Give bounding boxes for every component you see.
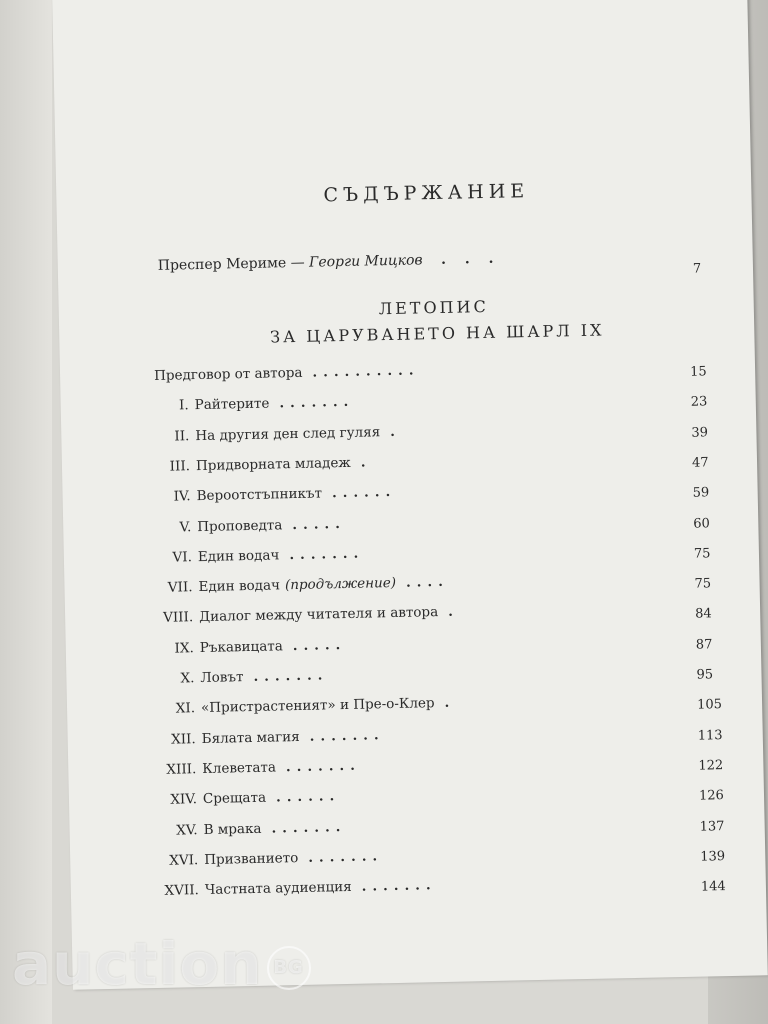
toc-chapter-title: Клеветата: [202, 759, 277, 777]
toc-page-number: 75: [693, 546, 711, 562]
toc-leader-dots: .......: [279, 394, 355, 412]
toc-chapter-title: Предговор от автора: [153, 364, 303, 384]
toc-page-number: 122: [698, 758, 724, 774]
toc-row: [122, 454, 372, 475]
toc-row: [128, 727, 385, 748]
toc-row: [122, 484, 396, 506]
toc-leader-dots: ......: [331, 484, 397, 502]
page-title: СЪДЪРЖАНИЕ: [323, 180, 530, 207]
toc-row: [126, 667, 328, 687]
preface-entry: [158, 251, 501, 274]
toc-page-number: 59: [692, 485, 710, 501]
toc-chapter-number: V.: [179, 518, 192, 535]
toc-chapter-title: Бялата магия: [201, 728, 300, 747]
toc-chapter-number: X.: [180, 670, 195, 687]
toc-row: [154, 362, 420, 384]
toc-page-number: 87: [695, 637, 713, 653]
toc-chapter-title: В мрака: [203, 820, 262, 838]
toc-chapter-number: VIII.: [162, 609, 194, 627]
toc-chapter-title: Един водач: [198, 577, 281, 596]
toc-page-number: 139: [700, 848, 726, 865]
toc-leader-dots: ....: [405, 573, 449, 591]
toc-chapter-title: Частната аудиенция: [204, 879, 352, 899]
toc-row: [127, 695, 456, 718]
toc-page-number: 39: [691, 424, 709, 441]
toc-chapter-number: XVI.: [169, 851, 199, 869]
toc-page-number: 47: [691, 455, 709, 471]
toc-chapter-title: Призванието: [204, 849, 299, 868]
toc-chapter-number: I.: [178, 397, 189, 414]
watermark-logo: [12, 930, 311, 998]
toc-page-number: 84: [695, 606, 712, 623]
toc-leader-dots: .......: [253, 667, 329, 685]
toc-chapter-title: Вероотстъпникът: [196, 485, 323, 505]
toc-leader-dots: .......: [271, 818, 347, 837]
preface-text: Преспер Мериме —: [157, 254, 305, 274]
toc-chapter-number: XII.: [170, 730, 196, 748]
toc-chapter-title: Проповедта: [197, 516, 283, 535]
toc-leader-dots: .......: [285, 757, 362, 776]
toc-chapter-number: XI.: [175, 700, 196, 717]
book-left-edge: [0, 0, 52, 1024]
toc-page-number: 113: [697, 727, 723, 744]
toc-chapter-number: XVII.: [164, 882, 200, 899]
toc-row: [129, 788, 341, 808]
toc-chapter-number: XV.: [176, 821, 198, 839]
watermark-text: auction: [12, 930, 263, 998]
watermark-badge: BG: [267, 946, 311, 990]
toc-row: [128, 758, 361, 779]
toc-chapter-title: Един водач: [197, 547, 280, 565]
toc-leader-dots: .......: [308, 848, 384, 866]
toc-chapter-number: IV.: [173, 488, 191, 505]
toc-page-number: 137: [699, 818, 725, 835]
toc-leader-dots: .: [360, 454, 372, 471]
section-title-line1: ЛЕТОПИС: [378, 296, 489, 319]
toc-row: [129, 819, 346, 840]
toc-chapter-title: «Пристрастеният» и Пре-о-Клер: [200, 695, 435, 717]
preface-author: Георги Мицков: [308, 252, 423, 271]
toc-chapter-title: На другия ден след гуляя: [195, 423, 381, 444]
toc-page-number: 95: [696, 667, 714, 683]
toc-page-number: 60: [693, 515, 711, 532]
toc-page-number: 144: [700, 879, 726, 895]
toc-leader-dots: .....: [292, 515, 346, 533]
toc-chapter-number: VI.: [172, 548, 193, 566]
toc-chapter-number: III.: [169, 458, 191, 475]
toc-chapter-title: Придворната младеж: [195, 454, 351, 474]
toc-chapter-number: II.: [174, 427, 190, 445]
toc-leader-dots: .: [444, 695, 456, 712]
toc-chapter-title: Райтерите: [194, 395, 270, 414]
toc-row: [123, 515, 346, 536]
preface-page: 7: [692, 261, 702, 277]
section-title-line2: ЗА ЦАРУВАНЕТО НА ШАРЛ IХ: [269, 320, 605, 347]
toc-row: [130, 848, 383, 869]
toc-chapter-title-italic: (продължение): [284, 575, 397, 594]
toc-chapter-title: Диалог между читателя и автора: [199, 604, 439, 626]
toc-chapter-number: IX.: [174, 639, 194, 657]
toc-leader-dots: ..........: [312, 362, 420, 381]
book-page: [52, 0, 768, 990]
toc-leader-dots: .......: [309, 726, 385, 745]
toc-chapter-number: XIV.: [170, 791, 198, 808]
toc-page-number: 105: [696, 697, 723, 713]
toc-row: [121, 423, 401, 445]
toc-row: [131, 877, 437, 899]
toc-leader-dots: .......: [361, 877, 437, 895]
toc-page-number: 75: [694, 576, 712, 592]
toc-chapter-number: XIII.: [166, 761, 197, 778]
toc-row: [125, 604, 459, 627]
toc-chapter-title: Ловът: [200, 669, 244, 687]
toc-row: [121, 394, 355, 415]
toc-chapter-title: Срещата: [202, 789, 267, 808]
toc-page-number: 126: [698, 788, 725, 804]
toc-chapter-number: VII.: [167, 579, 193, 596]
toc-chapter-title: Ръкавицата: [199, 637, 283, 656]
toc-leader-dots: .: [448, 604, 460, 621]
toc-page-number: 23: [690, 394, 708, 411]
toc-leader-dots: .....: [292, 636, 347, 654]
toc-leader-dots: ......: [275, 788, 341, 806]
toc-row: [124, 545, 365, 566]
toc-leader-dots: .: [389, 423, 402, 440]
toc-row: [124, 574, 449, 597]
toc-leader-dots: .......: [289, 545, 365, 563]
toc-page-number: 15: [689, 364, 707, 380]
toc-row: [126, 637, 347, 658]
preface-dots: . . .: [440, 250, 501, 268]
